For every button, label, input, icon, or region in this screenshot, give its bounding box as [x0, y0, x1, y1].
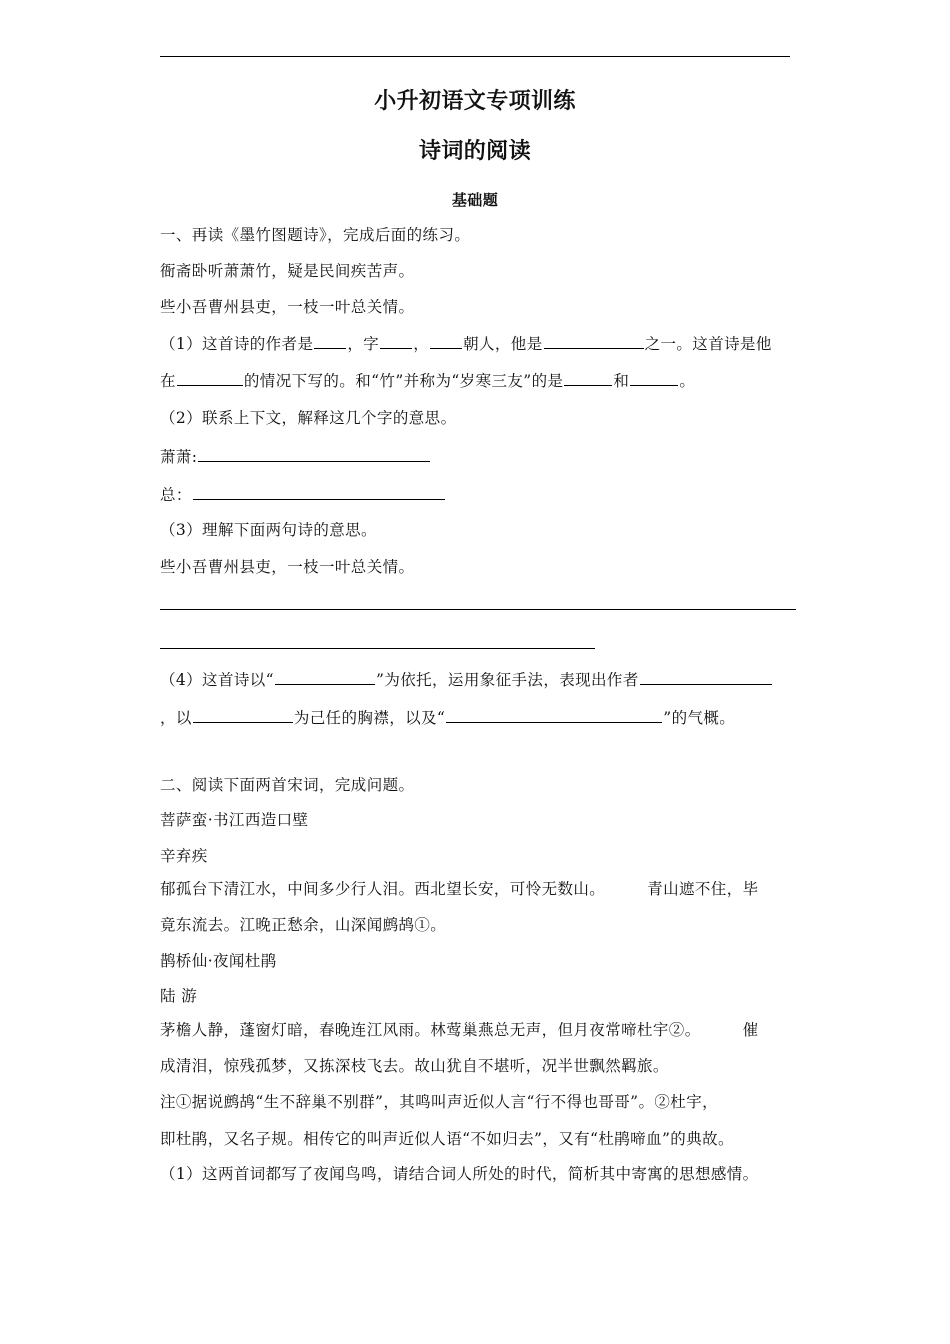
fill-blank[interactable]	[177, 370, 243, 386]
fill-blank[interactable]	[564, 370, 612, 386]
poem1-line-1	[160, 879, 759, 899]
q1-part2-word1	[160, 446, 431, 467]
text-fragment: 为己任的胸襟，以及“	[293, 709, 446, 727]
fill-blank[interactable]	[640, 669, 772, 685]
q1-part4-line1	[160, 669, 773, 690]
fill-blank[interactable]	[275, 669, 375, 685]
top-rule	[160, 56, 790, 57]
word-label: 总：	[160, 486, 192, 504]
note-line-1: 注①据说鹧鸪“生不辞巢不别群”，其鸣叫声近似人言“行不得也哥哥”。②杜宇，	[160, 1093, 718, 1111]
text-fragment: ，字	[347, 335, 380, 353]
q1-part1-line1	[160, 333, 772, 354]
text-fragment: 和	[613, 372, 630, 390]
fill-blank[interactable]	[314, 333, 346, 349]
q1-part2: （2）联系上下文，解释这几个字的意思。	[160, 409, 457, 427]
q1-part2-word2	[160, 484, 446, 505]
poem2-title: 鹊桥仙·夜闻杜鹃	[160, 952, 277, 970]
text-fragment: （1）这首诗的作者是	[160, 335, 314, 353]
poem1-line-2: 竟东流去。江晚正愁余，山深闻鹧鸪①。	[160, 916, 447, 934]
text-fragment: 朝人，他是	[463, 335, 543, 353]
text-fragment: 。	[679, 372, 696, 390]
fill-blank[interactable]	[630, 370, 678, 386]
q1-heading: 一、再读《墨竹图题诗》，完成后面的练习。	[160, 226, 471, 244]
fill-blank[interactable]	[380, 333, 412, 349]
q1-poem-line-1: 衙斋卧听萧萧竹，疑是民间疾苦声。	[160, 262, 415, 280]
q1-part4-line2	[160, 707, 735, 728]
word-label: 萧萧:	[160, 448, 198, 466]
fill-blank[interactable]	[193, 707, 293, 723]
answer-line-1[interactable]	[160, 609, 796, 610]
q1-part1-line2	[160, 370, 695, 391]
text-fragment: ，以	[160, 709, 192, 727]
poem2-line-1	[160, 1020, 759, 1040]
q2-part1: （1）这两首词都写了夜闻鸟鸣，请结合词人所处的时代，简析其中寄寓的思想感情。	[160, 1165, 759, 1183]
fill-blank[interactable]	[446, 707, 662, 723]
fill-blank[interactable]	[430, 333, 462, 349]
poem2-line-2: 成清泪，惊残孤梦，又拣深枝飞去。故山犹自不堪听，况半世飘然羁旅。	[160, 1057, 669, 1075]
fill-blank[interactable]	[544, 333, 644, 349]
answer-blank[interactable]	[198, 446, 430, 462]
text-fragment: ”的气概。	[663, 709, 736, 727]
text-fragment: （4）这首诗以“	[160, 671, 274, 689]
text-fragment: 催	[742, 1021, 759, 1039]
text-fragment: 的情况下写的。和“竹”并称为“岁寒三友”的是	[243, 372, 564, 390]
text-fragment: 茅檐人静，蓬窗灯暗，春晚连江风雨。林莺巢燕总无声，但月夜常啼杜宇②。	[160, 1021, 701, 1039]
text-fragment: ，	[413, 335, 430, 353]
poem2-author: 陆 游	[160, 987, 198, 1005]
text-fragment: 郁孤台下清江水，中间多少行人泪。西北望长安，可怜无数山。	[160, 880, 606, 898]
answer-blank[interactable]	[193, 484, 445, 500]
text-fragment: 青山遮不住，毕	[647, 880, 759, 898]
q1-part3-line: 些小吾曹州县吏，一枝一叶总关情。	[160, 558, 415, 576]
document-title: 小升初语文专项训练	[374, 88, 576, 114]
text-fragment: 之一。这首诗是他	[644, 335, 772, 353]
section-heading: 基础题	[451, 191, 499, 209]
q2-heading: 二、阅读下面两首宋词，完成问题。	[160, 776, 415, 794]
poem1-title: 菩萨蛮·书江西造口壁	[160, 811, 309, 829]
text-fragment: ”为依托，运用象征手法，表现出作者	[376, 671, 639, 689]
answer-line-2[interactable]	[160, 648, 595, 649]
q1-part3: （3）理解下面两句诗的意思。	[160, 521, 377, 539]
text-fragment: 在	[160, 372, 176, 390]
poem1-author: 辛弃疾	[160, 847, 208, 865]
document-subtitle: 诗词的阅读	[418, 138, 531, 164]
note-line-2: 即杜鹃，又名子规。相传它的叫声近似人语“不如归去”，又有“杜鹃啼血”的典故。	[160, 1130, 734, 1148]
q1-poem-line-2: 些小吾曹州县吏，一枝一叶总关情。	[160, 298, 415, 316]
